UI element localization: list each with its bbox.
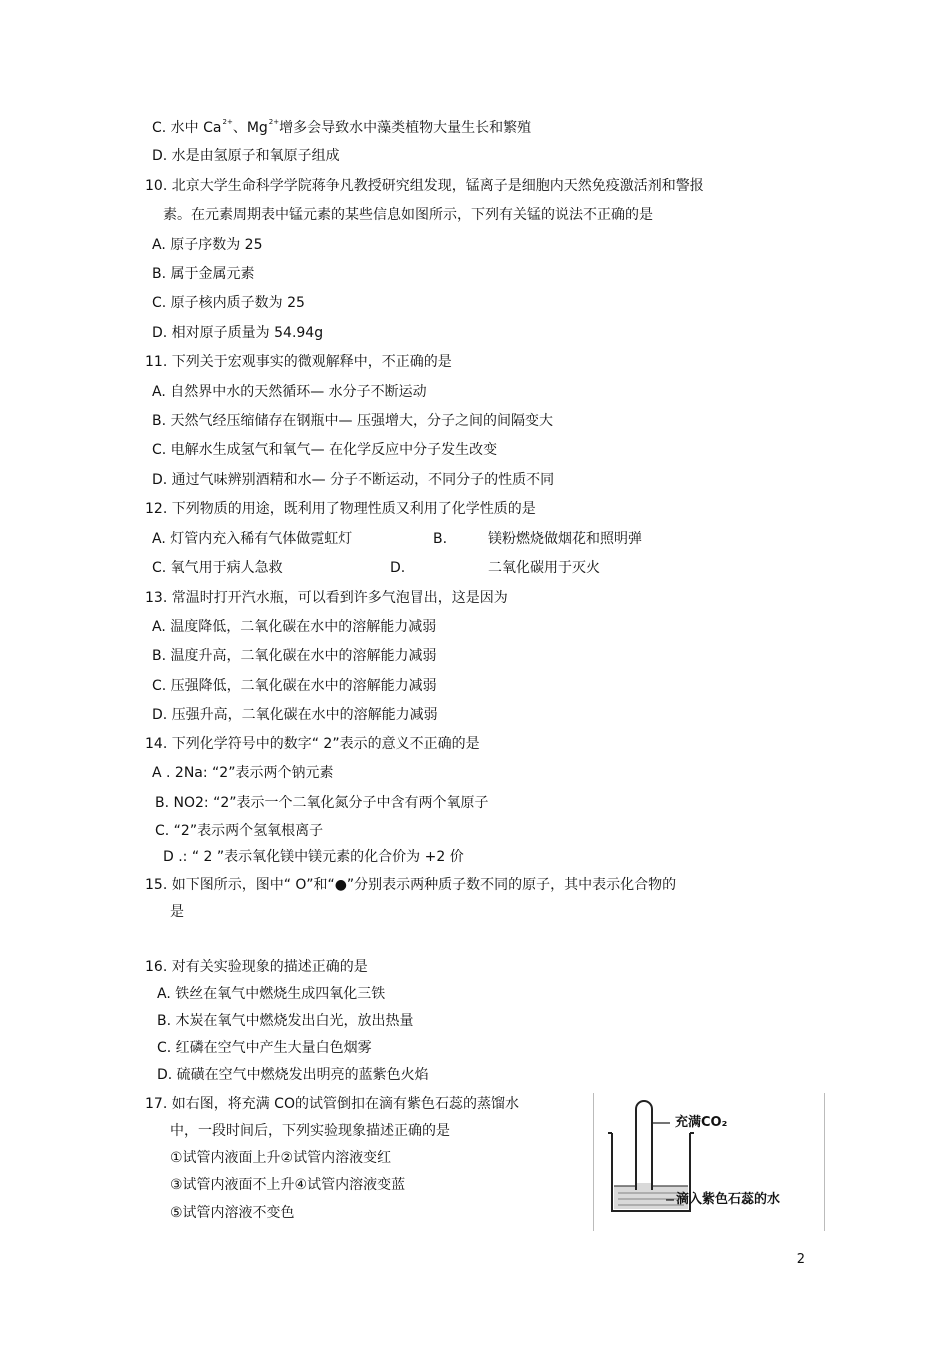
option-a-q14: A . 2Na: “2”表示两个钠元素 xyxy=(152,765,334,781)
option-c-q10: C. 原子核内质子数为 25 xyxy=(152,295,305,311)
option-b-q12: 镁粉燃烧做烟花和照明弹 xyxy=(488,531,642,547)
question-14: 14. 下列化学符号中的数字“ 2”表示的意义不正确的是 xyxy=(145,736,480,752)
option-b-q11: B. 天然气经压缩储存在钢瓶中— 压强增大，分子之间的间隔变大 xyxy=(152,413,553,429)
ca-symbol: Ca xyxy=(203,120,222,136)
option-b-q10: B. 属于金属元素 xyxy=(152,266,255,282)
label-filled-co2: 充满CO₂ xyxy=(675,1115,728,1130)
option-c-q13: C. 压强降低，二氧化碳在水中的溶解能力减弱 xyxy=(152,678,437,694)
question-12: 12. 下列物质的用途，既利用了物理性质又利用了化学性质的是 xyxy=(145,501,536,517)
option-b-q12-label: B. xyxy=(433,531,448,547)
question-10-line2: 素。在元素周期表中锰元素的某些信息如图所示，下列有关锰的说法不正确的是 xyxy=(163,207,653,223)
question-10-line1: 10. 北京大学生命科学学院蒋争凡教授研究组发现，锰离子是细胞内天然免疫激活剂和警报 xyxy=(145,178,704,194)
option-12-q17: ①试管内液面上升②试管内溶液变红 xyxy=(170,1150,392,1166)
option-d-q13: D. 压强升高，二氧化碳在水中的溶解能力减弱 xyxy=(152,707,438,723)
question-15-line1: 15. 如下图所示，图中“ O”和“●”分别表示两种质子数不同的原子，其中表示化合物的 xyxy=(145,877,677,893)
option-c-q9: C. 水中 $Ca^{2+}$、$Mg^{2+}$增多会导致水中藻类植物大量生长和繁殖 xyxy=(152,118,532,136)
option-a-q13: A. 温度降低，二氧化碳在水中的溶解能力减弱 xyxy=(152,619,437,635)
option-5-q17: ⑤试管内溶液不变色 xyxy=(170,1205,295,1221)
option-c-q14: C. “2”表示两个氢氧根离子 xyxy=(155,823,324,839)
option-c-q12: C. 氧气用于病人急救 xyxy=(152,560,283,576)
option-c-q16: C. 红磷在空气中产生大量白色烟雾 xyxy=(157,1040,372,1056)
option-b-q13: B. 温度升高，二氧化碳在水中的溶解能力减弱 xyxy=(152,648,437,664)
option-b-q14: B. NO2: “2”表示一个二氧化氮分子中含有两个氧原子 xyxy=(155,795,489,811)
option-a-q11: A. 自然界中水的天然循环— 水分子不断运动 xyxy=(152,384,427,400)
test-tube xyxy=(636,1101,652,1190)
question-17-line2: 中，一段时间后，下列实验现象描述正确的是 xyxy=(170,1123,450,1139)
option-d-q10: D. 相对原子质量为 54.94g xyxy=(152,325,324,341)
option-a-q16: A. 铁丝在氧气中燃烧生成四氧化三铁 xyxy=(157,986,386,1002)
option-d-q11: D. 通过气味辨别酒精和水— 分子不断运动，不同分子的性质不同 xyxy=(152,472,555,488)
question-17-line1: 17. 如右图，将充满 CO的试管倒扣在滴有紫色石蕊的蒸馏水 xyxy=(145,1096,519,1112)
question-11: 11. 下列关于宏观事实的微观解释中，不正确的是 xyxy=(145,354,452,370)
question-15-line2: 是 xyxy=(170,904,184,920)
ca-charge: 2+ xyxy=(222,118,233,126)
option-34-q17: ③试管内液面不上升④试管内溶液变蓝 xyxy=(170,1177,406,1193)
label-litmus-water: 滴入紫色石蕊的水 xyxy=(676,1192,781,1207)
option-a-q10: A. 原子序数为 25 xyxy=(152,237,263,253)
option-d-q9: D. 水是由氢原子和氧原子组成 xyxy=(152,148,340,164)
option-a-q12: A. 灯管内充入稀有气体做霓虹灯 xyxy=(152,531,353,547)
option-b-q16: B. 木炭在氧气中燃烧发出白光，放出热量 xyxy=(157,1013,414,1029)
option-d-q12: 二氧化碳用于灭火 xyxy=(488,560,600,576)
question-16: 16. 对有关实验现象的描述正确的是 xyxy=(145,959,368,975)
option-c-q11: C. 电解水生成氢气和氧气— 在化学反应中分子发生改变 xyxy=(152,442,498,458)
mg-charge: 2+ xyxy=(268,118,280,126)
question-13: 13. 常温时打开汽水瓶，可以看到许多气泡冒出，这是因为 xyxy=(145,590,508,606)
page-number: 2 xyxy=(796,1252,805,1267)
mg-symbol: Mg xyxy=(246,120,268,136)
co2-test-tube-diagram xyxy=(593,1093,825,1231)
option-d-q14: D .: “ 2 ”表示氧化镁中镁元素的化合价为 +2 价 xyxy=(163,849,464,865)
option-d-q12-label: D. xyxy=(390,560,406,576)
option-d-q16: D. 硫磺在空气中燃烧发出明亮的蓝紫色火焰 xyxy=(157,1067,429,1083)
